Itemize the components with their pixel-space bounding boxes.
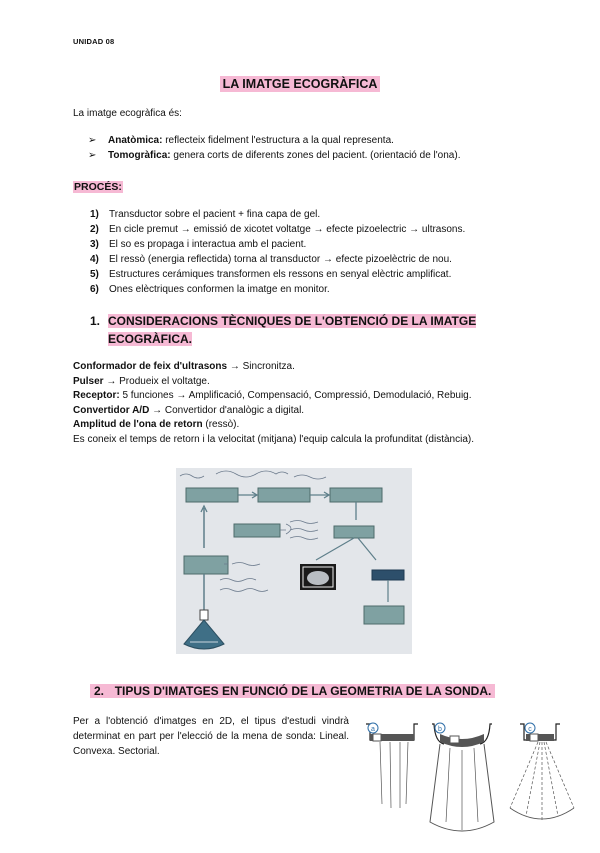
step-text: En cicle premut → emissió de xicotet voltatge → efecte pizoelectric → ultrasons.	[109, 224, 466, 235]
arrow-bullet-icon: ➢	[88, 150, 97, 161]
section-2-heading	[90, 684, 495, 698]
probe-label-a: a	[371, 726, 375, 733]
bullet-term: Tomogràfica:	[108, 150, 171, 161]
convex-probe-figure	[430, 723, 494, 831]
step-number: 1)	[90, 209, 99, 220]
proces-heading-text: PROCÉS:	[74, 181, 122, 193]
probe-label-b: b	[438, 726, 442, 733]
step-number: 5)	[90, 269, 99, 280]
list-item	[90, 252, 465, 267]
section-2-number: 2.	[94, 684, 105, 698]
list-item	[88, 133, 460, 148]
definition-term: Convertidor A/D	[73, 404, 150, 416]
definition-row	[73, 418, 474, 433]
bullet-term: Anatòmica:	[108, 135, 163, 146]
process-steps-list	[90, 207, 465, 297]
definition-row	[73, 360, 474, 375]
probe-label-c: c	[528, 726, 532, 733]
list-item	[88, 148, 460, 163]
linear-probe-figure	[366, 723, 418, 808]
definitions-block	[73, 360, 474, 448]
section-1-title-line1: CONSIDERACIONS TÈCNIQUES DE L'OBTENCIÓ DE LA IMATGE	[108, 314, 477, 328]
definition-term: Receptor:	[73, 390, 120, 402]
proces-heading	[73, 181, 123, 193]
definition-text: (ressò).	[202, 419, 240, 431]
probe-geometry-illustrations	[360, 712, 592, 848]
step-text: El so es propaga i interactua amb el pacient.	[109, 239, 307, 250]
list-item	[90, 237, 465, 252]
page-title-text: LA IMATGE ECOGRÀFICA	[220, 76, 381, 92]
step-text: Transductor sobre el pacient + fina capa de gel.	[109, 209, 321, 220]
definition-row	[73, 404, 474, 419]
step-text: Estructures cerámiques transformen els ressons en senyal elèctric amplificat.	[109, 269, 452, 280]
definition-text: → Produeix el voltatge.	[103, 375, 210, 387]
section-1-title-line2: ECOGRÀFICA.	[108, 332, 192, 346]
page-title	[0, 75, 600, 93]
section-2-heading-text	[90, 684, 495, 698]
unit-header: UNIDAD 08	[73, 37, 115, 46]
list-item	[90, 267, 465, 282]
list-item	[90, 222, 465, 237]
definition-text: Es coneix el temps de retorn i la velocitat (mitjana) l'equip calcula la profunditat (distància).	[73, 433, 474, 445]
step-number: 2)	[90, 224, 99, 235]
definition-row	[73, 389, 474, 404]
definition-row	[73, 433, 474, 448]
intro-text: La imatge ecogràfica és:	[73, 108, 182, 119]
definition-term: Conformador de feix d'ultrasons	[73, 361, 228, 372]
step-text: El ressò (energia reflectida) torna al transductor → efecte pizoelèctric de nou.	[109, 254, 452, 265]
bullet-text: reflecteix fidelment l'estructura a la qual representa.	[162, 135, 394, 146]
step-number: 6)	[90, 284, 99, 295]
step-text: Ones elèctriques conformen la imatge en monitor.	[109, 284, 330, 295]
block-diagram-drawing	[176, 468, 412, 654]
probe-paragraph: Per a l'obtenció d'imatges en 2D, el tipus d'estudi vindrà determinat en part per l'elecció de la mena de sonda: Lineal. Convexa. Sectorial.	[73, 716, 349, 757]
sectorial-probe-figure	[510, 723, 574, 820]
step-number: 4)	[90, 254, 99, 265]
definition-term: Amplitud de l'ona de retorn	[73, 419, 203, 431]
arrow-bullet-icon: ➢	[88, 135, 97, 146]
section-2-title: TIPUS D'IMATGES EN FUNCIÓ DE LA GEOMETRIA DE LA SONDA.	[114, 684, 492, 698]
list-item	[90, 207, 465, 222]
ultrasound-block-diagram-photo	[176, 468, 412, 654]
list-item	[90, 282, 465, 297]
probe-drawings	[360, 712, 592, 848]
definition-term: Pulser	[73, 375, 104, 387]
bullet-text: genera corts de diferents zones del pacient. (orientació de l'ona).	[170, 150, 461, 161]
definition-text: → Convertidor d'analògic a digital.	[149, 404, 305, 416]
definition-text: 5 funciones → Amplificació, Compensació, Compressió, Demodulació, Rebuig.	[119, 390, 472, 402]
section-1-number: 1.	[90, 314, 101, 328]
step-number: 3)	[90, 239, 99, 250]
image-properties-list	[88, 133, 460, 163]
definition-row	[73, 375, 474, 390]
definition-text: → Sincronitza.	[227, 361, 295, 372]
